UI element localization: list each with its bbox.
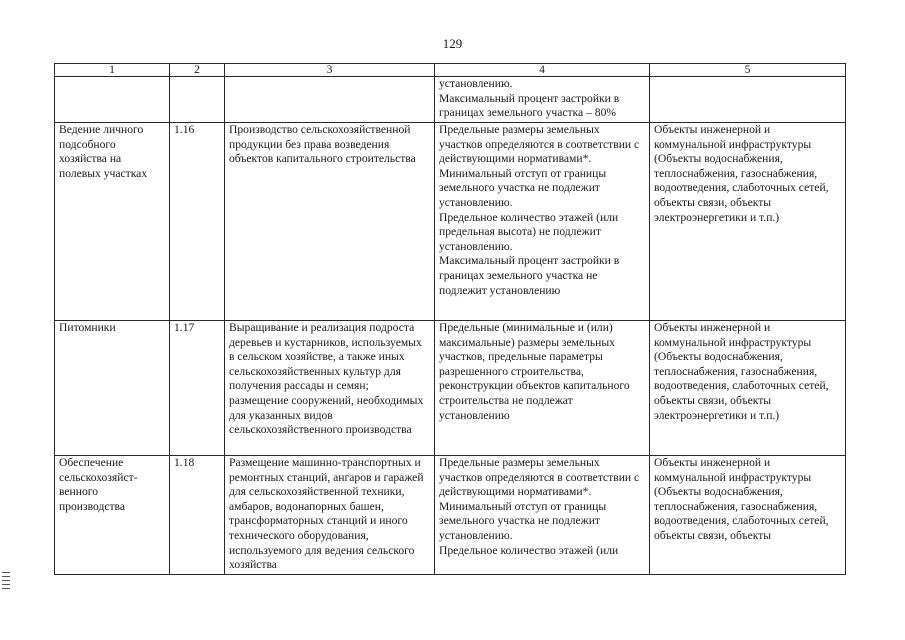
land-use-table <box>54 63 846 575</box>
header-col-1: 1 <box>55 64 170 77</box>
land-use-code: 1.16 <box>170 123 225 321</box>
table-row-1-17 <box>55 321 846 456</box>
land-use-name: Обеспечение сельскохозяйст-венного производства <box>55 456 170 575</box>
land-use-restrictions <box>650 77 846 123</box>
land-use-code: 1.17 <box>170 321 225 456</box>
land-use-code <box>170 77 225 123</box>
land-use-code: 1.18 <box>170 456 225 575</box>
page-number: 129 <box>442 36 463 51</box>
land-use-name: Питомники <box>55 321 170 456</box>
header-col-5: 5 <box>650 64 846 77</box>
land-use-parameters: Предельные размеры земельных участков определяются в соответствии с действующими нормативами*. Минимальный отступ от границы земельного участка не подлежит установлению. Предельное количество этажей (или предельная высота) не подлежит установлению. Максимальный процент застройки в границах земельного участка не подлежит установлению <box>435 123 650 321</box>
land-use-parameters: установлению. Максимальный процент застройки в границах земельного участка – 80% <box>435 77 650 123</box>
header-col-4: 4 <box>435 64 650 77</box>
header-col-3: 3 <box>225 64 435 77</box>
land-use-name <box>55 77 170 123</box>
land-use-parameters: Предельные размеры земельных участков определяются в соответствии с действующими нормативами*. Минимальный отступ от границы земельного участка не подлежит установлению. Предельное количество этажей (или <box>435 456 650 575</box>
table-header-row <box>55 64 846 77</box>
land-use-restrictions: Объекты инженерной и коммунальной инфраструктуры (Объекты водоснабжения, теплоснабжения, газоснабжения, водоотведения, слаботочных сетей, объекты связи, объекты <box>650 456 846 575</box>
land-use-description: Размещение машинно-транспортных и ремонтных станций, ангаров и гаражей для сельскохозяйственной техники, амбаров, водонапорных башен, трансформаторных станций и иного технического оборудования, используемого для ведения сельского хозяйства <box>225 456 435 575</box>
land-use-name: Ведение личного подсобного хозяйства на полевых участках <box>55 123 170 321</box>
land-use-description <box>225 77 435 123</box>
land-use-description: Производство сельскохозяйственной продукции без права возведения объектов капитального строительства <box>225 123 435 321</box>
table-row-1-18 <box>55 456 846 575</box>
land-use-restrictions: Объекты инженерной и коммунальной инфраструктуры (Объекты водоснабжения, теплоснабжения, газоснабжения, водоотведения, слаботочных сетей, объекты связи, объекты электроэнергетики и т.п.) <box>650 321 846 456</box>
header-col-2: 2 <box>170 64 225 77</box>
land-use-parameters: Предельные (минимальные и (или) максимальные) размеры земельных участков, предельные параметры разрешенного строительства, реконструкции объектов капитального строительства не подлежат установлению <box>435 321 650 456</box>
table-row-continuation <box>55 77 846 123</box>
land-use-description: Выращивание и реализация подроста деревьев и кустарников, используемых в сельском хозяйстве, а также иных сельскохозяйственных культур для получения рассады и семян; размещение сооружений, необходимых для указанных видов сельскохозяйственного производства <box>225 321 435 456</box>
land-use-restrictions: Объекты инженерной и коммунальной инфраструктуры (Объекты водоснабжения, теплоснабжения, газоснабжения, водоотведения, слаботочных сетей, объекты связи, объекты электроэнергетики и т.п.) <box>650 123 846 321</box>
table-row-1-16 <box>55 123 846 321</box>
scan-edge-marks <box>2 572 10 592</box>
